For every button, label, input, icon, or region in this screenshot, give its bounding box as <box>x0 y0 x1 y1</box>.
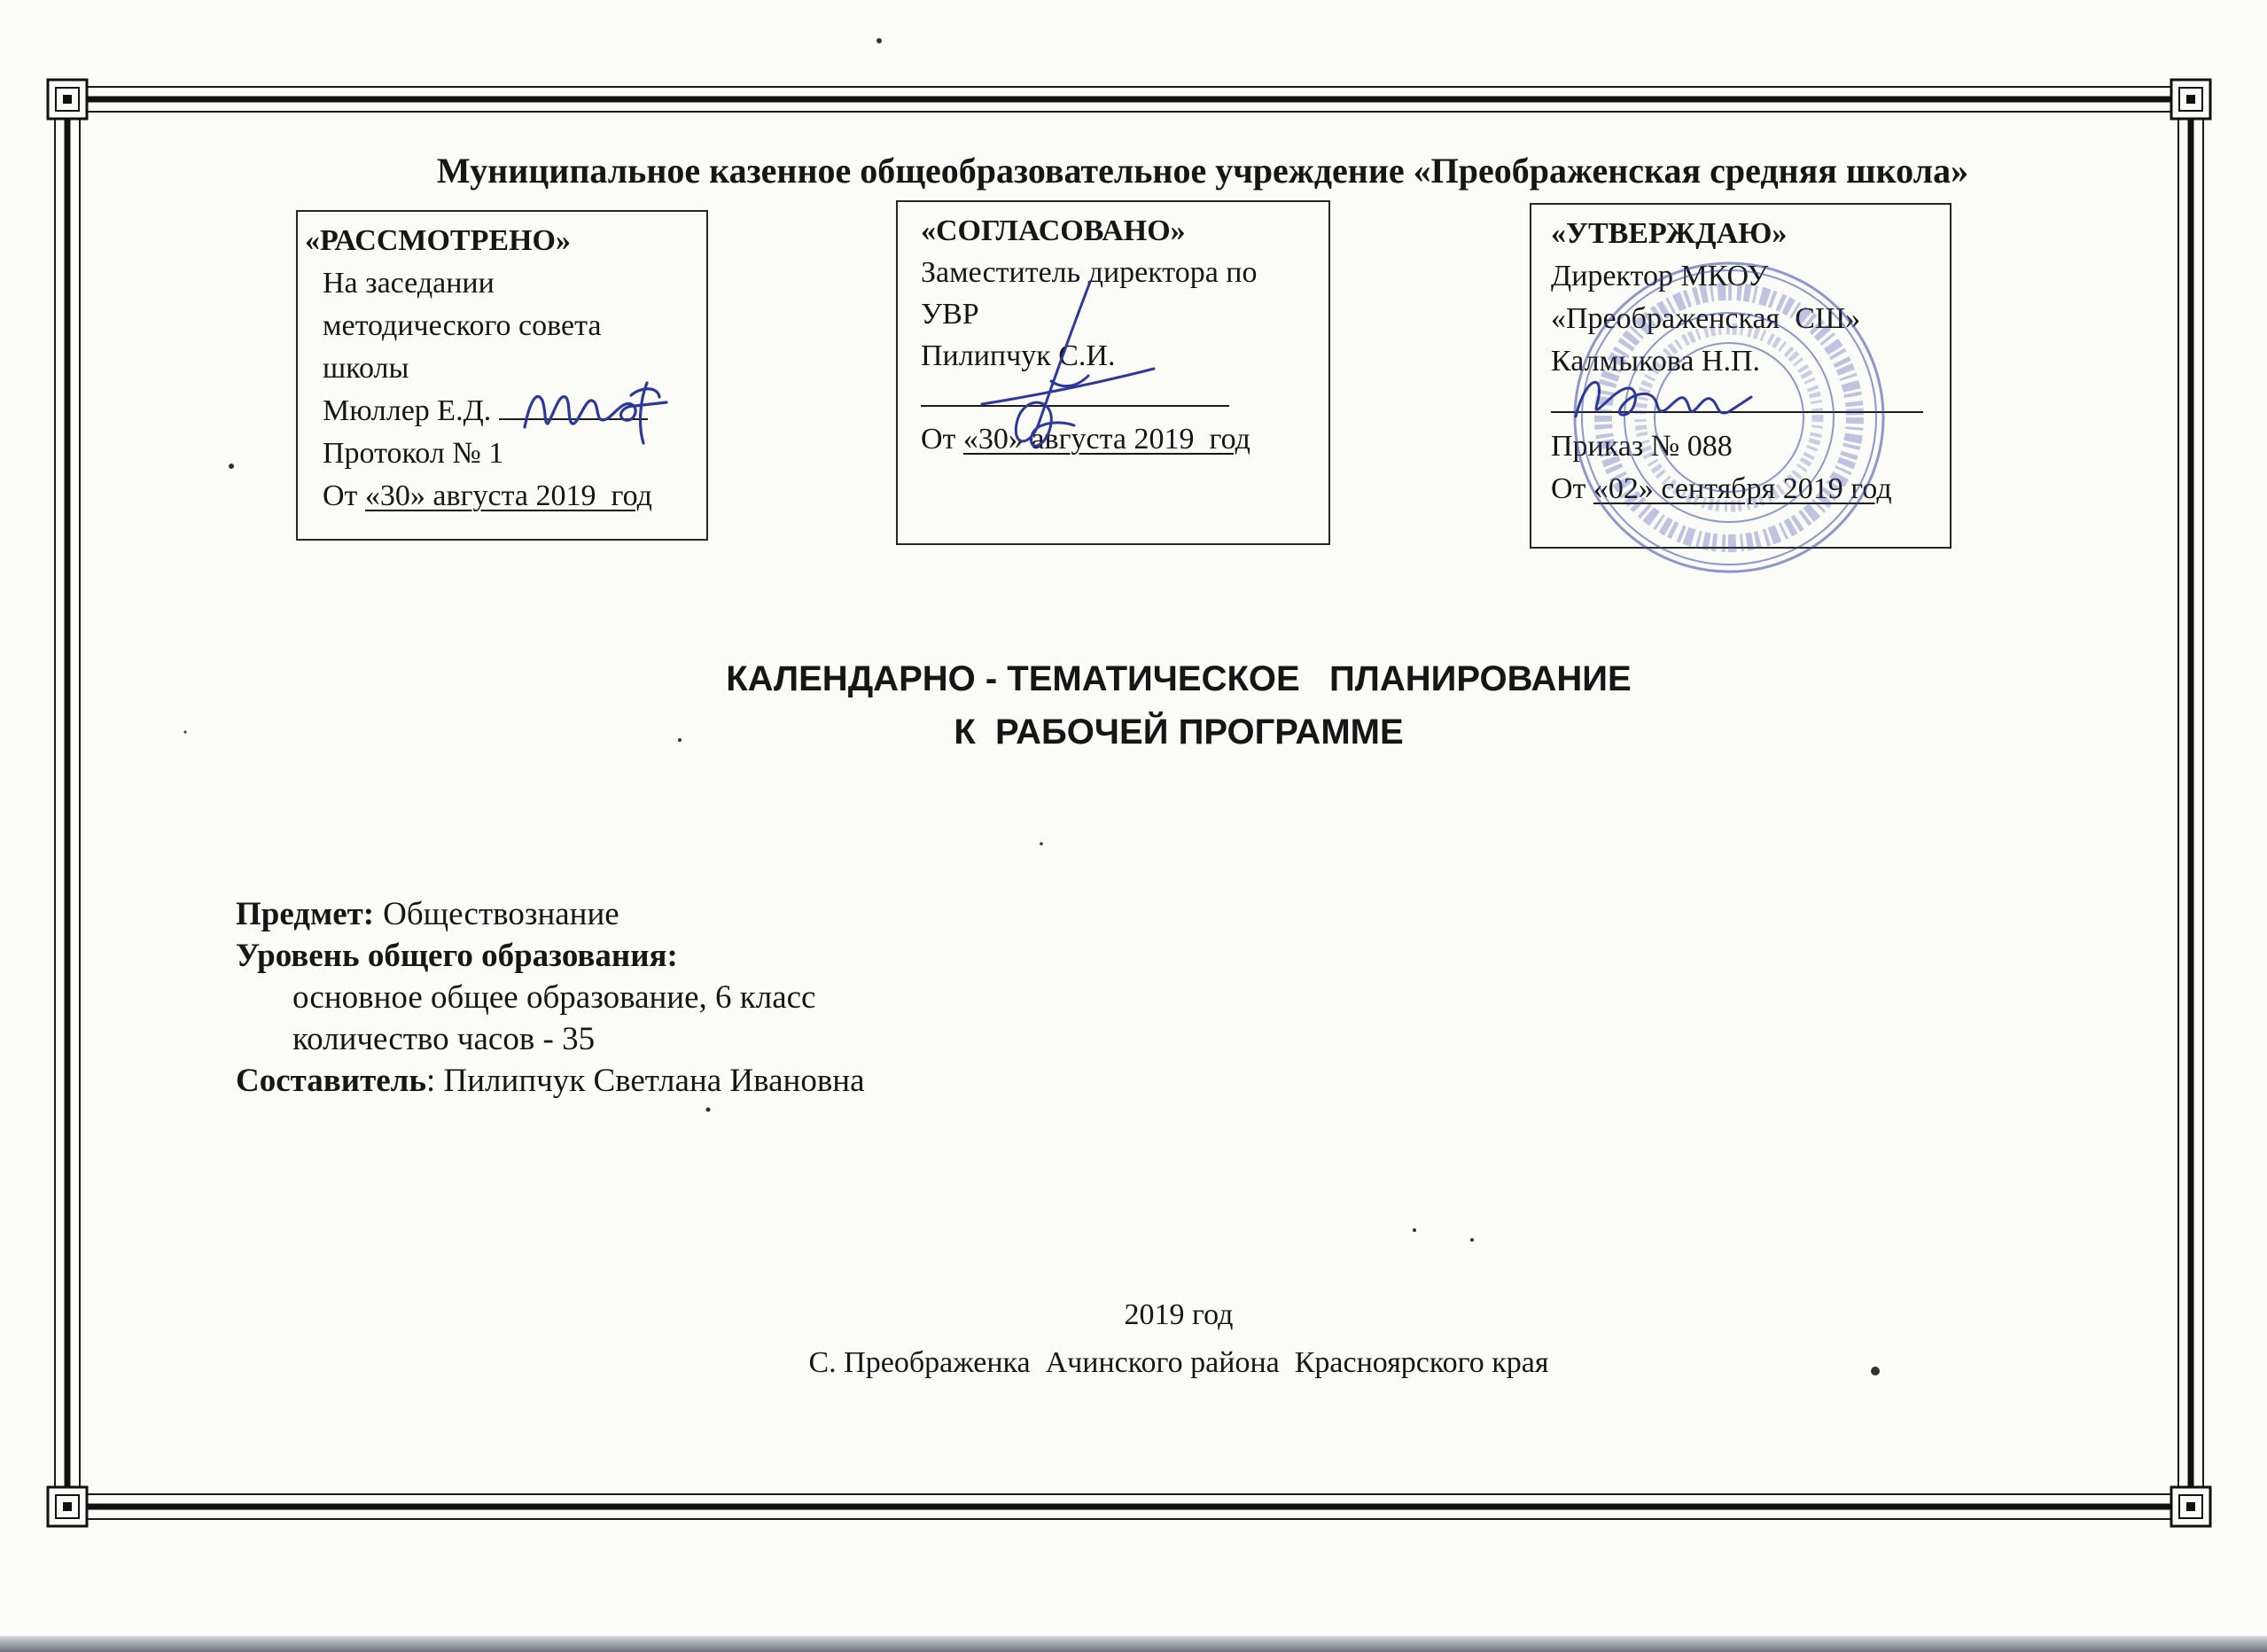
agreed-signature-line <box>921 377 1229 407</box>
agreed-date-row <box>898 418 1328 460</box>
institution-name: Муниципальное казенное общеобразовательное учреждение «Преображенская средняя школа» <box>436 151 1969 191</box>
agreed-line-1: Заместитель директора по <box>921 256 1258 289</box>
agreed-signature-row <box>898 377 1328 418</box>
subject-label: Предмет: <box>236 896 375 932</box>
frame-corner-top-right <box>2171 80 2210 119</box>
reviewed-signer: Мюллер Е.Д. <box>323 394 499 427</box>
subject-row <box>236 893 865 935</box>
scan-speck <box>1413 1228 1416 1232</box>
approved-signature-line <box>1551 383 1923 413</box>
scan-speck <box>876 38 882 43</box>
approved-date-prefix: От <box>1551 472 1593 505</box>
approval-box-agreed <box>896 200 1330 545</box>
agreed-date-prefix: От <box>921 423 963 456</box>
author-value: : Пилипчук Светлана Ивановна <box>426 1063 865 1099</box>
reviewed-date: «30» августа 2019 год <box>364 479 652 512</box>
reviewed-heading: «РАССМОТРЕНО» <box>305 224 571 257</box>
reviewed-signer-row <box>298 390 706 432</box>
approval-box-reviewed <box>296 210 708 541</box>
hours-value: количество часов - 35 <box>292 1021 596 1057</box>
frame-corner-bottom-right <box>2171 1487 2210 1526</box>
approval-box-approved <box>1530 203 1951 549</box>
frame-corner-bottom-left <box>48 1487 87 1526</box>
reviewed-line-1: На заседании <box>323 267 495 300</box>
program-details <box>236 893 865 1102</box>
scan-speck <box>1871 1367 1880 1375</box>
reviewed-line-2: методического совета <box>323 309 602 342</box>
reviewed-line-3: школы <box>323 352 409 385</box>
reviewed-date-row <box>298 475 706 518</box>
scan-speck <box>1040 842 1043 845</box>
author-label: Составитель <box>236 1063 426 1099</box>
agreed-date: «30» августа 2019 год <box>962 423 1250 456</box>
approved-line-2: «Преображенская СШ» <box>1551 302 1861 335</box>
approved-order: Приказ № 088 <box>1551 430 1733 463</box>
author-row <box>236 1060 865 1102</box>
level-value: основное общее образование, 6 класс <box>292 979 816 1016</box>
subject-value: Обществознание <box>383 896 619 932</box>
approved-date: «02» сентября 2019 год <box>1593 472 1892 505</box>
approved-line-1: Директор МКОУ <box>1551 260 1769 292</box>
scan-edge-strip <box>0 1636 2267 1652</box>
reviewed-protocol: Протокол № 1 <box>323 437 504 470</box>
scan-speck <box>706 1108 711 1112</box>
scan-speck <box>1470 1238 1474 1242</box>
approved-date-row <box>1531 468 1950 510</box>
footer-year: 2019 год <box>1124 1298 1234 1331</box>
agreed-heading: «СОГЛАСОВАНО» <box>921 214 1186 247</box>
approved-signer: Калмыкова Н.П. <box>1551 345 1761 378</box>
agreed-line-2: УВР <box>921 298 979 331</box>
footer-place: С. Преображенка Ачинского района Красноярского края <box>808 1346 1549 1379</box>
scan-speck <box>229 464 234 469</box>
document-title-line-2: К РАБОЧЕЙ ПРОГРАММЕ <box>954 713 1404 752</box>
frame-corner-top-left <box>48 80 87 119</box>
level-label: Уровень общего образования: <box>236 938 678 974</box>
scan-speck <box>678 738 682 742</box>
agreed-signer: Пилипчук С.И. <box>921 339 1116 372</box>
document-title-line-1: КАЛЕНДАРНО - ТЕМАТИЧЕСКОЕ ПЛАНИРОВАНИЕ <box>726 659 1632 698</box>
approved-signature-row <box>1531 383 1950 425</box>
reviewed-date-prefix: От <box>323 479 365 512</box>
scan-speck <box>184 731 187 734</box>
approved-heading: «УТВЕРЖДАЮ» <box>1551 217 1788 250</box>
reviewed-signature-line <box>499 390 648 420</box>
